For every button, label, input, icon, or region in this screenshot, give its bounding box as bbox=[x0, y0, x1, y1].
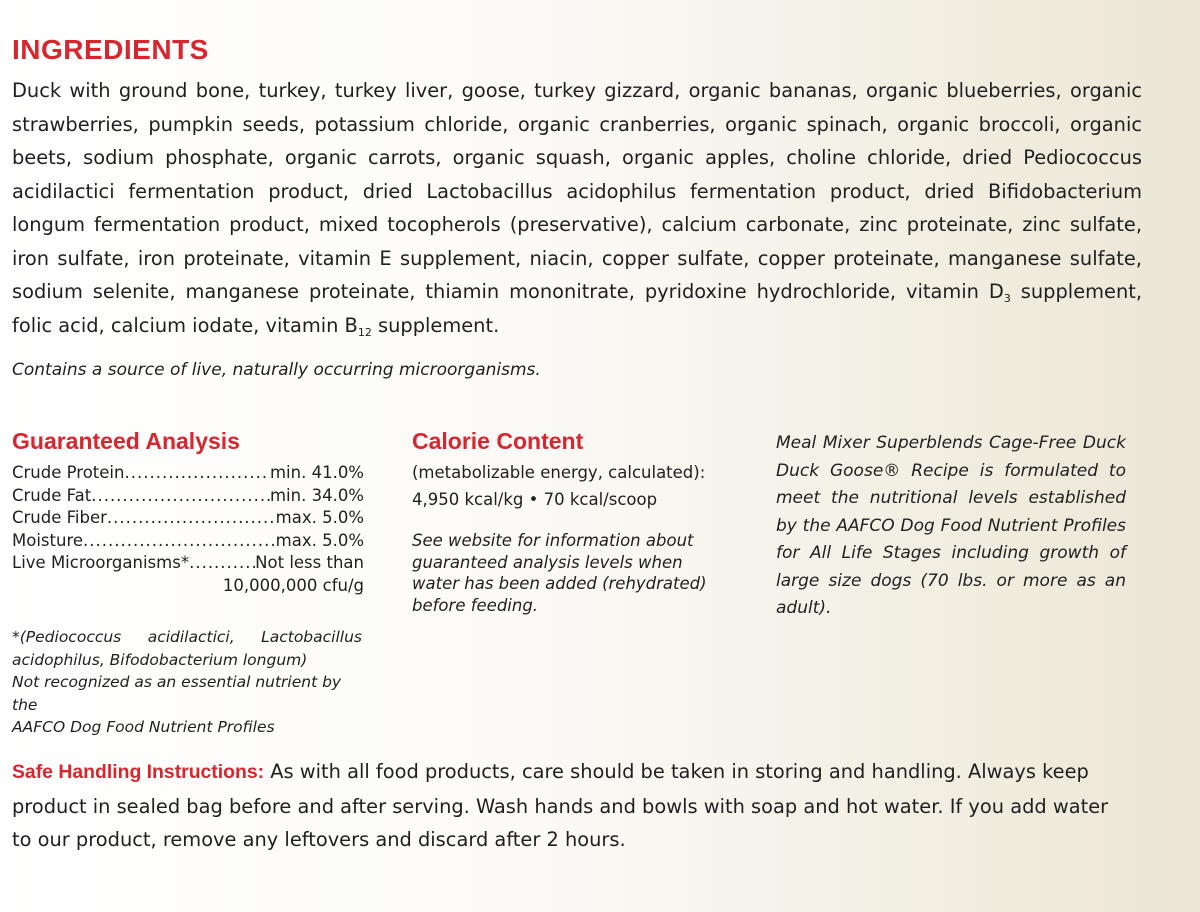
leader-dots bbox=[91, 485, 270, 508]
calorie-values: 4,950 kcal/kg • 70 kcal/scoop bbox=[412, 490, 658, 509]
ga-label: Live Microorganisms* bbox=[12, 553, 190, 572]
calorie-content-title: Calorie Content bbox=[412, 428, 584, 454]
guaranteed-analysis-table bbox=[12, 462, 364, 597]
footnote-line: AAFCO Dog Food Nutrient Profiles bbox=[12, 718, 275, 736]
ingredients-list bbox=[12, 74, 1142, 342]
ga-live-value: 10,000,000 cfu/g bbox=[222, 575, 364, 595]
ingredients-text-2: supplement, folic acid, calcium iodate, vitamin B bbox=[12, 280, 1142, 337]
ga-value: max. 5.0% bbox=[275, 530, 364, 550]
calorie-subtitle: (metabolizable energy, calculated): bbox=[412, 463, 706, 482]
calorie-note: See website for information about guaranteed analysis levels when water has been added (rehydrated) before feeding. bbox=[412, 531, 707, 615]
ingredients-text-3: supplement. bbox=[371, 313, 500, 337]
ga-label: Crude Fiber bbox=[12, 508, 107, 527]
leader-dots bbox=[189, 552, 255, 575]
ga-value: min. 34.0% bbox=[269, 485, 364, 505]
footnote-line: acidophilus, Bifodobacterium longum) bbox=[12, 650, 308, 669]
guaranteed-analysis-title: Guaranteed Analysis bbox=[12, 428, 240, 454]
safe-handling-instructions bbox=[12, 755, 1124, 857]
subscript-12: 12 bbox=[357, 325, 372, 339]
leader-dots bbox=[107, 507, 276, 530]
ga-row bbox=[12, 507, 364, 530]
ga-label: Crude Protein bbox=[12, 463, 125, 482]
live-microorganisms-note: Contains a source of live, naturally occurring microorganisms. bbox=[12, 360, 541, 380]
ga-row bbox=[12, 462, 364, 485]
footnote-line: *(Pediococcus acidilactici, Lactobacillus bbox=[12, 628, 362, 646]
ga-row bbox=[12, 485, 364, 508]
ingredients-text-1: Duck with ground bone, turkey, turkey liver, goose, turkey gizzard, organic bananas, organic blueberries, organic strawberries, pumpkin seeds, potassium chloride, organic cranberries, organic spinach, organic broccoli, organic beets, sodium phosphate, organic carrots, organic squash, organic apples, choline chloride, dried Pediococcus acidilactici fermentation product, dried Lactobacillus acidophilus fermentation product, dried Bifidobacterium longum fermentation product, mixed tocopherols (preservative), calcium carbonate, zinc proteinate, zinc sulfate, iron sulfate, iron proteinate, vitamin E supplement, niacin, copper sulfate, copper proteinate, manganese sulfate, sodium selenite, manganese proteinate, thiamin mononitrate, pyridoxine hydrochloride, vitamin D bbox=[12, 79, 1142, 303]
ga-row bbox=[12, 530, 364, 553]
safe-handling-label: Safe Handling Instructions: bbox=[12, 761, 265, 783]
subscript-3: 3 bbox=[1003, 292, 1011, 305]
ga-label: Moisture bbox=[12, 530, 84, 550]
ga-value: max. 5.0% bbox=[275, 508, 364, 527]
ga-row bbox=[12, 552, 364, 575]
safe-handling-text: As with all food products, care should be taken in storing and handling. Always keep product in sealed bag before and after serving. Wash hands and bowls with soap and hot water. If you add water to our product, remove any leftovers and discard after 2 hours. bbox=[12, 760, 1109, 851]
ga-label: Crude Fat bbox=[12, 485, 92, 505]
leader-dots bbox=[83, 530, 276, 553]
aafco-statement: Meal Mixer Superblends Cage-Free Duck Duck Goose® Recipe is formulated to meet the nutritional levels established by the AAFCO Dog Food Nutrient Profiles for All Life Stages including growth of large size dogs (70 lbs. or more as an adult). bbox=[776, 433, 1126, 618]
ga-value: Not less than bbox=[255, 553, 364, 572]
ga-value: min. 41.0% bbox=[269, 463, 364, 482]
ga-footnote bbox=[12, 626, 362, 739]
ingredients-title: INGREDIENTS bbox=[12, 34, 209, 65]
leader-dots bbox=[124, 462, 269, 485]
footnote-line: Not recognized as an essential nutrient by the bbox=[12, 673, 342, 714]
